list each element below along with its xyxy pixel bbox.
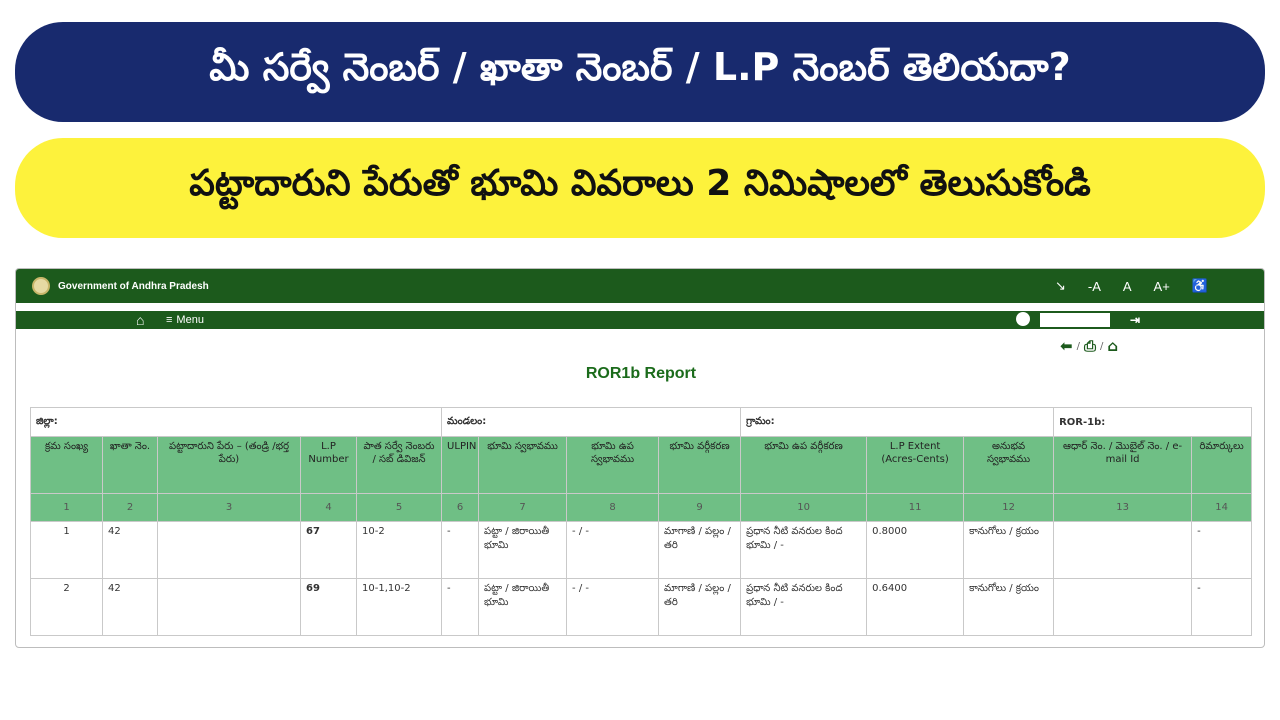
menu-label: Menu xyxy=(176,314,204,326)
accessibility-icon[interactable]: ♿ xyxy=(1191,278,1208,293)
column-header: భూమి వర్గీకరణ xyxy=(659,437,741,494)
column-number: 6 xyxy=(442,494,479,522)
column-number: 10 xyxy=(741,494,867,522)
enjoyment-cell: కానుగోలు / క్రయం xyxy=(964,522,1054,579)
column-header: ఖాతా నెం. xyxy=(103,437,158,494)
table-header-row xyxy=(31,437,1252,494)
remarks-cell: - xyxy=(1192,522,1252,579)
print-icon[interactable]: ⎙ xyxy=(1083,337,1096,355)
mandal-label: మండలం: xyxy=(442,408,741,437)
gov-header-bar xyxy=(16,269,1264,303)
column-number: 9 xyxy=(659,494,741,522)
home-icon[interactable]: ⌂ xyxy=(136,312,145,328)
enjoyment-cell: కానుగోలు / క్రయం xyxy=(964,579,1054,636)
gov-title: Government of Andhra Pradesh xyxy=(58,280,209,292)
font-normal-button[interactable]: A xyxy=(1122,278,1132,294)
emblem-icon xyxy=(32,277,50,295)
column-header: ఆధార్ నెం. / మొబైల్ నెం. / e-mail Id xyxy=(1054,437,1192,494)
village-label: గ్రామం: xyxy=(741,408,1054,437)
khata-cell: 42 xyxy=(103,522,158,579)
column-header: భూమి ఉప వర్గీకరణ xyxy=(741,437,867,494)
column-header: క్రమ సంఖ్య xyxy=(31,437,103,494)
lp-number-cell: 69 xyxy=(301,579,357,636)
back-icon[interactable]: ⬅ xyxy=(1060,337,1073,355)
top-banner-text: మీ సర్వే నెంబర్ / ఖాతా నెంబర్ / L.P నెంబర్ తెలియదా? xyxy=(209,45,1071,89)
column-number: 2 xyxy=(103,494,158,522)
khata-cell: 42 xyxy=(103,579,158,636)
column-header: అనుభవ స్వభావము xyxy=(964,437,1054,494)
column-header: రిమార్కులు xyxy=(1192,437,1252,494)
home-icon[interactable]: ⌂ xyxy=(1107,337,1119,355)
portal-screenshot xyxy=(15,268,1265,648)
menu-icon: ≡ xyxy=(166,314,173,326)
column-header: L.P Number xyxy=(301,437,357,494)
location-row xyxy=(31,408,1252,437)
middle-banner-text: పట్టాదారుని పేరుతో భూమి వివరాలు 2 నిమిషాలలో తెలుసుకోండి xyxy=(189,163,1091,204)
ulpin-cell: - xyxy=(442,522,479,579)
serial-cell: 2 xyxy=(31,579,103,636)
land-sub-nature-cell: - / - xyxy=(567,579,659,636)
ror-table xyxy=(30,407,1252,636)
top-banner xyxy=(15,22,1265,122)
sub-classification-cell: ప్రధాన నీటి వనరుల కింద భూమి / - xyxy=(741,579,867,636)
column-number: 3 xyxy=(158,494,301,522)
land-sub-nature-cell: - / - xyxy=(567,522,659,579)
skip-icon[interactable]: ↘ xyxy=(1054,278,1066,293)
extent-cell: 0.6400 xyxy=(867,579,964,636)
remarks-cell: - xyxy=(1192,579,1252,636)
logout-icon[interactable]: ⇥ xyxy=(1130,313,1141,327)
column-header: పాత సర్వే నెంబరు / సబ్ డివిజన్ xyxy=(357,437,442,494)
pattadar-cell xyxy=(158,522,301,579)
column-number: 8 xyxy=(567,494,659,522)
accessibility-controls xyxy=(1055,269,1208,303)
column-number: 1 xyxy=(31,494,103,522)
tools-separator: / xyxy=(1099,340,1104,352)
column-number-row xyxy=(31,494,1252,522)
table-row xyxy=(31,579,1252,636)
lp-number-cell: 67 xyxy=(301,522,357,579)
column-number: 14 xyxy=(1192,494,1252,522)
aadhar-cell xyxy=(1054,522,1192,579)
column-header: భూమి ఉప స్వభావము xyxy=(567,437,659,494)
extent-cell: 0.8000 xyxy=(867,522,964,579)
user-icon[interactable] xyxy=(1016,312,1030,326)
column-number: 7 xyxy=(479,494,567,522)
column-number: 13 xyxy=(1054,494,1192,522)
column-header: పట్టాదారుని పేరు – (తండ్రి /భర్త పేరు) xyxy=(158,437,301,494)
land-nature-cell: పట్టా / జిరాయితీ భూమి xyxy=(479,579,567,636)
table-row xyxy=(31,522,1252,579)
classification-cell: మాగాణి / పల్లం / తరి xyxy=(659,579,741,636)
report-tools xyxy=(1060,337,1118,355)
column-header: భూమి స్వభావము xyxy=(479,437,567,494)
classification-cell: మాగాణి / పల్లం / తరి xyxy=(659,522,741,579)
column-number: 12 xyxy=(964,494,1054,522)
aadhar-cell xyxy=(1054,579,1192,636)
column-number: 5 xyxy=(357,494,442,522)
report-title: ROR1b Report xyxy=(585,365,697,382)
land-nature-cell: పట్టా / జిరాయితీ భూమి xyxy=(479,522,567,579)
sub-classification-cell: ప్రధాన నీటి వనరుల కింద భూమి / - xyxy=(741,522,867,579)
district-label: జిల్లా: xyxy=(31,408,442,437)
middle-banner xyxy=(15,138,1265,238)
font-increase-button[interactable]: A+ xyxy=(1153,278,1170,294)
column-header: ULPIN xyxy=(442,437,479,494)
ror1b-label: ROR-1b: xyxy=(1054,408,1252,437)
column-number: 11 xyxy=(867,494,964,522)
column-header: L.P Extent (Acres-Cents) xyxy=(867,437,964,494)
ulpin-cell: - xyxy=(442,579,479,636)
tools-separator: / xyxy=(1076,340,1080,352)
serial-cell: 1 xyxy=(31,522,103,579)
font-decrease-button[interactable]: -A xyxy=(1087,278,1101,294)
survey-cell: 10-1,10-2 xyxy=(357,579,442,636)
column-number: 4 xyxy=(301,494,357,522)
menu-button[interactable] xyxy=(166,311,204,329)
menu-bar xyxy=(16,311,1264,329)
survey-cell: 10-2 xyxy=(357,522,442,579)
pattadar-cell xyxy=(158,579,301,636)
username-field xyxy=(1040,313,1110,327)
